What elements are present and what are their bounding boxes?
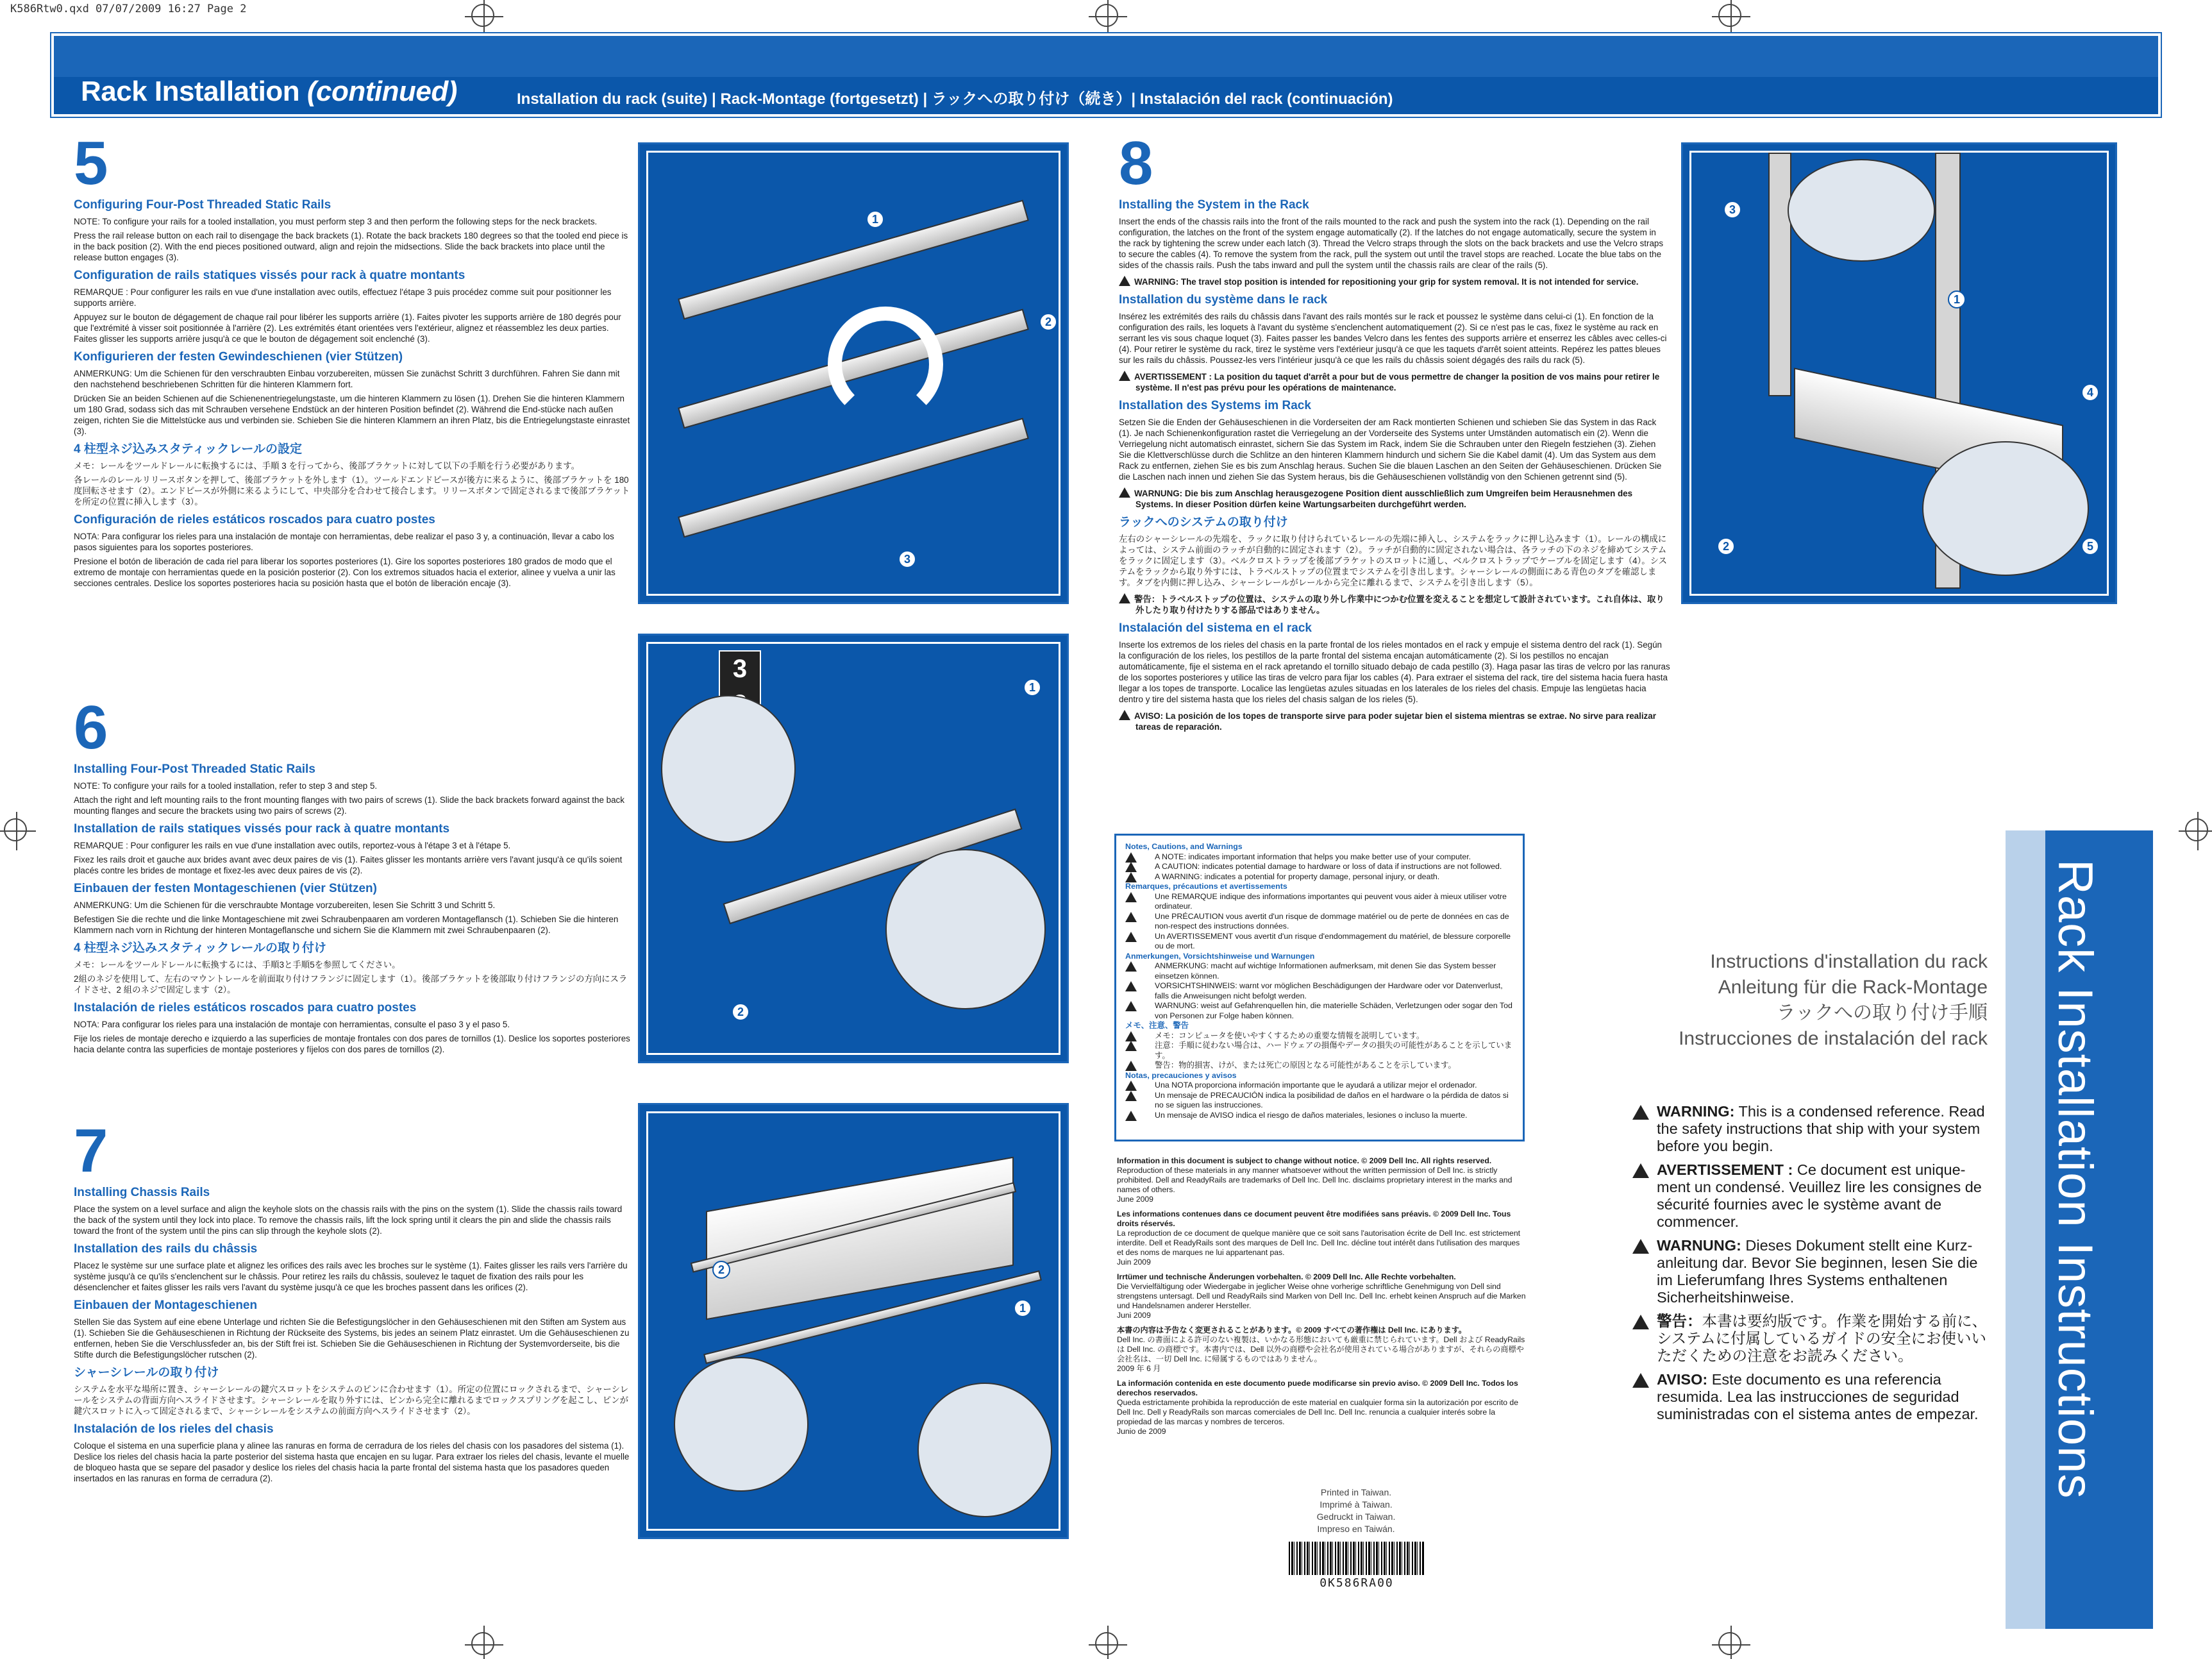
section-heading: Installing Chassis Rails: [74, 1186, 210, 1199]
legal-body: La reproduction de ce document de quelque manière que ce soit sans l'autorisation écrite de Dell Inc. est strictement interdite. Dell et ReadyRails sont des marques de Dell Inc. Dell Inc. décline tout intérêt dans l'utilisation des marques et des noms de marques ne lui appartenant pas.: [1117, 1229, 1520, 1257]
notes-box: Notes, Cautions, and Warnings A NOTE: indicates important information that helps you make better use of your computer. A CAUTION: indicates potential damage to hardware or loss of data if instructions are not followed. A WARNING: indicates a potential for property damage, personal injury, or death. Remarques, précautions et avertissements Une REMARQUE indique des informations importantes qui peuvent vous aider à mieux utiliser votre ordinateur. Une PRÉCAUTION vous avertit d'un risque de dommage matériel ou de perte de données en cas de non-respect des instructions données. Un AVERTISSEMENT vous avertit d'un risque d'endommagement du matériel, de blessure corporelle ou de mort. Anmerkungen, Vorsichtshinweise und Warnungen ANMERKUNG: macht auf wichtige Informationen aufmerksam, mit denen Sie das System besser einsetzen können. VORSICHTSHINWEIS: warnt vor möglichen Beschädigungen der Hardware oder vor Datenverlust, falls die Anweisungen nicht befolgt werden. WARNUNG: weist auf Gefahrenquellen hin, die materielle Schäden, Verletzungen oder sogar den Tod von Personen zur Folge haben können. メモ、注意、警告 メモ：コンピュータを使いやすくするための重要な情報を説明しています。 注意：手順に従わない場合は、ハードウェアの損傷やデータの損失の可能性があることを示しています。 警告：物的損害、けが、または死亡の原因となる可能性があることを示しています。 Notas, precauciones y avisos Una NOTA proporciona información importante que le ayudará a utilizar mejor el ordenador. Un mensaje de PRECAUCIÓN indica la posibilidad de daños en el hardware o la pérdida de datos si no se siguen las instrucciones. Un mensaje de AVISO indica el riesgo de daños materiales, lesiones o incluso la muerte.: [1114, 834, 1525, 1141]
section-heading: 4 柱型ネジ込みスタティックレールの設定: [74, 442, 302, 456]
note-icon: [1125, 1031, 1137, 1041]
body-text: Presione el botón de liberación de cada riel para liberar los soportes posteriores (1). Gire los soportes posteriores 180 grados de modo que el extremo de montaje con herramientas quede en la posición posterior (2). Con los extremos situados hacia el exterior, alinee y vuelva a unir las secciones centrales. Deslice los soportes posteriores hacia su posición hasta que el botón de liberación encaje (3).: [74, 557, 616, 588]
body-text: Inserte los extremos de los rieles del chasis en la parte frontal de los rieles montados en el rack y empuje el sistema dentro del rack (1). Según la configuración de los rieles, los pestillos de la parte frontal del sistema encajan automáticamente (2). Si los pestillos no encajan automáticamente, fije el sistema en el rack apretando el tornillo situado debajo de cada pestillo (3). Haga pasar las tiras de velcro por las ranuras de los soportes posteriores y utilice las tiras de velcro para fijar los cables (4). Para extraer el sistema del rack, tire del sistema hacia fuera hasta llegar a los topes de transporte. Localice las lengüetas azules situadas en los laterales de los rieles del chasis. Empuje las lengüetas hacia dentro y tire del sistema hasta que los rieles del chasis salgan de los rieles (5).: [1119, 640, 1670, 704]
warning-text: AVISO: La posición de los topes de transporte sirve para poder sujetar bien el sistema mientras se extrae. No sirve para realizar tareas de reparación.: [1119, 710, 1670, 732]
warning-icon: [1119, 487, 1130, 498]
banner-subtitle: Installation du rack (suite) | Rack-Montage (fortgesetzt) | ラックへの取り付け（続き）| Instalación del rack (continuación): [517, 90, 1393, 108]
body-text: システムを水平な場所に置き、シャーシレールの鍵穴スロットをシステムのピンに合わせます（1）。所定の位置にロックされるまで、シャーシレールをシステムの背面方向へスライドさせます。シャーシレールを取り外すには、ピンから完全に離れるまでロックスプリングを起こし、ピンが鍵穴スロットに入って固定されるまで、シャーシレールをシステムの前面方向へスライドさせます（2）。: [74, 1385, 629, 1416]
section-heading: 4 柱型ネジ込みスタティックレールの取り付け: [74, 941, 326, 955]
legal-heading: Irrtümer und technische Änderungen vorbehalten. © 2009 Dell Inc. Alle Rechte vorbehalten.: [1117, 1272, 1456, 1281]
callout-5: 5: [2081, 537, 2099, 555]
warning-icon: [1125, 1111, 1137, 1121]
legal-body: Dell Inc. の書面による許可のない複製は、いかなる形態においても厳重に禁じられています。Dell および ReadyRails は Dell Inc. の商標です。本書内では、Dell 以外の商標や会社名が使用されている場合がありますが、それらの商標や会社名は、一切 Dell Inc. に帰属するものではありません。: [1117, 1335, 1525, 1363]
body-text: 2組のネジを使用して、左右のマウントレールを前面取り付けフランジに固定します（1）。後部ブラケットを後部取り付けフランジの方向にスライドさせ、2 組のネジで固定します（2）。: [74, 974, 628, 995]
note-text: メモ：レールをツールドレールに転換するには、手順3と手順5を参照してください。: [74, 960, 401, 970]
warning-icon: [1632, 1163, 1649, 1178]
warning-text: 警告：トラベルストップの位置は、システムの取り外し作業中につかむ位置を変えることを想定して設計されています。これ自体は、取り外したり取り付けたりする部品ではありません。: [1119, 593, 1670, 616]
registration-mark: [4, 818, 27, 841]
section-heading: Installing Four-Post Threaded Static Rails: [74, 762, 315, 776]
callout-2: 2: [1717, 537, 1735, 555]
note-text: REMARQUE : Pour configurer les rails en vue d'une installation avec outils, reportez-vous à l'étape 3 et à l'étape 5.: [74, 841, 511, 850]
warning-icon: [1119, 710, 1130, 720]
body-text: Befestigen Sie die rechte und die linke Montageschiene mit zwei Schraubenpaaren am vorderen Montageflansch (1). Schieben Sie die hinteren Klammern nach vorn in Richtung der hinteren Montageflansche und sichern Sie die Klammern mit zwei Schraubenpaaren (2).: [74, 914, 619, 935]
note-text: NOTE: To configure your rails for a tooled installation, you must perform step 3 and then perform the following steps for the neck brackets.: [74, 217, 598, 226]
body-text: Fixez les rails droit et gauche aux brides avant avec deux paires de vis (1). Faites glisser les montants arrière vers l'avant jusqu'à ce qu'ils soient placés contre les brides de montage et fixez-les avec deux paires de vis (2).: [74, 855, 623, 875]
legal-heading: 本書の内容は予告なく変更されることがあります。© 2009 すべての著作権は Dell Inc. にあります。: [1117, 1326, 1467, 1335]
section-heading: Installation des rails du châssis: [74, 1242, 258, 1256]
section-heading: シャーシレールの取り付け: [74, 1366, 219, 1379]
legal-heading: Les informations contenues dans ce document peuvent être modifiées sans préavis. © 2009 Dell Inc. Tous droits réservés.: [1117, 1209, 1511, 1228]
note-text: NOTE: To configure your rails for a tooled installation, refer to step 3 and step 5.: [74, 781, 378, 791]
warning-icon: [1119, 593, 1130, 603]
legal-date: June 2009: [1117, 1195, 1153, 1204]
warning-icon: [1125, 1001, 1137, 1011]
caution-icon: [1125, 1041, 1137, 1051]
body-text: Insert the ends of the chassis rails into the front of the rails mounted to the rack and push the system into the rack (1). Depending on the rail configuration, the latches on the front of the system engage automatically (2). If the latches do not engage automatically, secure the system in the rack by tightening the screw under each latch (3). Thread the Velcro straps through the slots on the back brackets and use the Velcro straps to secure the cables (4). To remove the system from the rack, pull the system out until the travel stops are reached. Locate the blue tabs on the sides of the chassis rails. Push the tabs inward and pull the system until the chassis rails are clear of the rails (5).: [1119, 217, 1664, 270]
registration-mark: [1095, 4, 1118, 27]
printed-in: [1295, 1486, 1417, 1535]
warning-icon: [1125, 1061, 1137, 1071]
body-text: Insérez les extrémités des rails du châssis dans l'avant des rails montés sur le rack et poussez le système dans celui-ci (1). En fonction de la configuration des rails, les loquets à l'avant du système s'enclenchent automatiquement (2). Si ce n'est pas le cas, fixez le système au rack en serrant les vis sous chaque loquet (3). Faites passer les bandes Velcro dans les fentes des supports arrière et enserrez les câbles avec celles-ci (4). Pour retirer le système du rack, tirez le système vers l'extérieur jusqu'à ce que les taquets d'arrêt soient atteints. Repérez les pattes bleues sur les rails du châssis. Poussez-les vers l'intérieur jusqu'à ce que les rails du châssis soient dégagés des rails du rack (5).: [1119, 312, 1667, 365]
step-6-text: [74, 693, 632, 1055]
notes-heading: メモ、注意、警告: [1125, 1021, 1189, 1030]
notes-heading: Remarques, précautions et avertissements: [1125, 882, 1287, 891]
legal-text: [1117, 1151, 1527, 1436]
section-heading: Installation du système dans le rack: [1119, 293, 1328, 307]
caution-icon: [1125, 1091, 1137, 1101]
section-heading: Instalación de rieles estáticos roscados para cuatro postes: [74, 1001, 417, 1015]
body-text: Coloque el sistema en una superficie plana y alinee las ranuras en forma de cerradura de los rieles del chasis con los pasadores del sistema (1). Deslice los rieles del chasis hacia la parte posterior del sistema hasta que encajen en su lugar. Para extraer los rieles del chasis, levante el muelle de bloqueo hasta que se separe del pasador y deslice los rieles del chasis hacia la parte frontal del sistema hasta que los pasadores queden insertados en las ranuras en forma de cerradura (2).: [74, 1441, 630, 1483]
legal-date: 2009 年 6 月: [1117, 1364, 1161, 1373]
cover-title-ja: ラックへの取り付け手順: [1776, 1002, 1988, 1023]
section-heading: Installation de rails statiques vissés pour rack à quatre montants: [74, 822, 450, 836]
callout-3: 3: [898, 550, 916, 568]
note-icon: [1125, 961, 1137, 972]
printed-line: Impreso en Taiwán.: [1317, 1524, 1395, 1534]
notes-heading: Anmerkungen, Vorsichtshinweise und Warnungen: [1125, 951, 1315, 961]
warning-icon: [1119, 276, 1130, 286]
legal-date: Juin 2009: [1117, 1258, 1151, 1267]
callout-4: 4: [2081, 383, 2099, 401]
legal-body: Reproduction of these materials in any manner whatsoever without the written permission of Dell Inc. is strictly prohibited. Dell and ReadyRails are trademarks of Dell Inc. Dell Inc. disclaims proprietary interest in the marks and names of others.: [1117, 1166, 1512, 1194]
step-5-text: [74, 129, 632, 589]
section-heading: Einbauen der Montageschienen: [74, 1299, 258, 1312]
legal-heading: Information in this document is subject to change without notice. © 2009 Dell Inc. All rights reserved.: [1117, 1156, 1492, 1165]
step-6-illustration: 3 1 2: [638, 634, 1069, 1063]
section-heading: Installing the System in the Rack: [1119, 198, 1309, 212]
legal-body: Queda estrictamente prohibida la reproducción de este material en cualquier forma sin la autorización por escrito de Dell Inc. Dell y ReadyRails son marcas comerciales de Dell Inc. Dell Inc. renuncia a cualquier interés sobre la propiedad de las marcas y nombres de terceros.: [1117, 1398, 1518, 1426]
note-text: NOTA: Para configurar los rieles para una instalación de montaje con herramientas, debe realizar el paso 3 y, a continuación, llevar a cabo los pasos siguientes para los soportes posteriores.: [74, 532, 614, 552]
printed-line: Gedruckt in Taiwan.: [1316, 1512, 1396, 1522]
legal-date: Junio de 2009: [1117, 1427, 1166, 1436]
body-text: Attach the right and left mounting rails to the front mounting flanges with two pairs of screws (1). Slide the back brackets forward against the back mounting flanges and secure the brackets using two pairs of screws (2).: [74, 795, 624, 816]
body-text: Setzen Sie die Enden der Gehäuseschienen in die Vorderseiten der am Rack montierten Schienen und schieben Sie das System in das Rack (1). Je nach Schienenkonfiguration rastet die Verriegelung an der Vorderseite des Systems unter Umständen automatisch ein (2). Wenn die Verriegelung nicht automatisch einrastet, sichern Sie das System im Rack, indem Sie die Schrauben unter den Riegeln festziehen (3). Ziehen Sie die Klettverschlüsse durch die Schlitze an den hinteren Klammern hindurch und sichern Sie die Kabel damit (4). Um das System aus dem Rack zu entfernen, ziehen Sie es bis zum Anschlag heraus. Suchen Sie die blauen Laschen an den Seiten der Gehäuseschienen. Drücken Sie die Laschen nach innen und ziehen Sie das System heraus, bis die Gehäuseschienen vollständig von den Schienen getrennt sind (5).: [1119, 417, 1662, 482]
caution-icon: [1125, 912, 1137, 922]
warning-icon: [1632, 1239, 1649, 1254]
cover-title-de: Anleitung für die Rack-Montage: [1718, 977, 1988, 998]
banner-title: Rack Installation (continued): [81, 76, 457, 107]
step-8-text: [1119, 129, 1670, 732]
step-8-illustration: [1681, 142, 2117, 604]
step-7-text: [74, 1116, 632, 1484]
caution-icon: [1125, 981, 1137, 991]
section-heading: Configuration de rails statiques vissés pour rack à quatre montants: [74, 269, 465, 282]
step-number: 5: [74, 129, 108, 198]
cover-title-es: Instrucciones de instalación del rack: [1679, 1028, 1988, 1049]
legal-heading: La información contenida en este documento puede modificarse sin previo aviso. © 2009 Dell Inc. Todos los derechos reservados.: [1117, 1379, 1518, 1397]
barcode: [1289, 1542, 1425, 1575]
note-icon: [1125, 852, 1137, 863]
barcode-number: 0K586RA00: [1320, 1576, 1394, 1590]
section-heading: Installation des Systems im Rack: [1119, 399, 1311, 412]
warning-icon: [1632, 1315, 1649, 1329]
note-text: ANMERKUNG: Um die Schienen für den verschraubten Einbau vorzubereiten, müssen Sie zunächst Schritt 3 durchführen. Fahren Sie dann mit den nachstehend beschriebenen Schritten für die hinteren Klammern fort.: [74, 369, 620, 389]
notes-heading: Notas, precauciones y avisos: [1125, 1070, 1237, 1080]
cover-language-titles: [1641, 949, 1988, 1052]
body-text: 各レールのレールリリースボタンを押して、後部ブラケットを外します（1）。ツールドエンドピースが後方に来るように、後部ブラケットを 180 度回転させます（2）。エンドピースが外側に来るようにして、中央部分を合わせて接合します。リリースボタンで固定されるまで後部ブラケットを所定の位置に挿入します（3）。: [74, 475, 630, 507]
note-text: メモ：レールをツールドレールに転換するには、手順 3 を行ってから、後部ブラケットに対して以下の手順を行う必要があります。: [74, 461, 580, 471]
step-number: 8: [1119, 129, 1153, 198]
callout-2: 2: [1039, 313, 1057, 331]
step-7-illustration: [638, 1103, 1069, 1539]
section-heading: Configuring Four-Post Threaded Static Rails: [74, 198, 331, 212]
callout-3: 3: [1723, 201, 1741, 219]
body-text: Place the system on a level surface and align the keyhole slots on the chassis rails with the pins on the system (1). Slide the chassis rails toward the back of the system until they lock into place. To remove the chassis rails, lift the lock spring until it clears the pin and slide the chassis rails toward the front of the system until the pins can slip through the keyhole slots (2).: [74, 1204, 623, 1236]
warning-icon: [1632, 1373, 1649, 1388]
callout-1: 1: [1014, 1299, 1032, 1317]
printed-line: Printed in Taiwan.: [1320, 1487, 1392, 1497]
section-heading: Configuración de rieles estáticos roscados para cuatro postes: [74, 513, 435, 526]
caution-icon: [1125, 862, 1137, 872]
warning-text: WARNUNG: Die bis zum Anschlag herausgezogene Position dient ausschließlich zum Umgreifen beim Herausnehmen des Systems. In dieser Position dürfen keine Wartungsarbeiten durchgeführt werden.: [1119, 487, 1670, 510]
step-number: 6: [74, 693, 108, 762]
callout-1: 1: [1023, 678, 1041, 696]
header-banner: [51, 33, 2161, 117]
note-icon: [1125, 1081, 1137, 1091]
notes-heading: Notes, Cautions, and Warnings: [1125, 842, 1243, 851]
registration-mark: [471, 1632, 494, 1655]
callout-2: 2: [712, 1261, 730, 1279]
callout-2: 2: [732, 1003, 750, 1021]
callout-1: 1: [1948, 291, 1966, 308]
body-text: Placez le système sur une surface plate et alignez les orifices des rails avec les broches sur le système (1). Faites glisser les rails vers l'arrière du système jusqu'à ce qu'ils s'enclenchent sur le châssis. Pour retirez les rails du châssis, soulevez le taquet de fixation des rails pour les désenclencher et faites glisser les rails vers l'avant du système jusqu'à ce que les broches passent dans les orifices (2).: [74, 1261, 628, 1292]
cover-warnings: WARNING: This is a condensed reference. Read the safety instructions that ship with your system before you begin. AVERTISSEMENT : Ce document est unique-ment un condensé. Veuillez lire les consignes de sécurité fournies avec le système avant de commencer. WARNUNG: Dieses Dokument stellt eine Kurz-anleitung dar. Bevor Sie beginnen, lesen Sie die im Lieferumfang Ihres Systems enthaltenen Sicherheitshinweise. 警告：本書は要約版です。作業を開始する前に、システムに付属しているガイドの安全にお使いいただくための注意をお読みください。 AVISO: Este documento es una referencia resumida. Lea las instrucciones de seguridad suministradas con el sistema antes de empezar.: [1632, 1103, 1991, 1429]
section-heading: Instalación del sistema en el rack: [1119, 621, 1312, 635]
warning-icon: [1125, 872, 1137, 882]
warning-text: WARNING: The travel stop position is intended for repositioning your grip for system removal. It is not intended for service.: [1119, 276, 1670, 287]
body-text: Appuyez sur le bouton de dégagement de chaque rail pour libérer les supports arrière (1). Faites pivoter les supports arrière de 180 degrés pour que l'extrémité à visser soit positionnée à l'arrière (2). Les extrémités étant orientées vers l'extérieur, alignez et réassemblez les deux parties. Faites glisser les supports arrière jusqu'à ce que le bouton de dégagement soit enclenché (3).: [74, 312, 621, 344]
note-text: NOTA: Para configurar los rieles para una instalación de montaje con herramientas, consulte el paso 3 y el paso 5.: [74, 1020, 510, 1029]
warning-icon: [1632, 1105, 1649, 1120]
callout-1: 1: [866, 210, 884, 228]
step-number: 7: [74, 1116, 108, 1185]
step-5-illustration: [638, 142, 1069, 604]
section-heading: Instalación de los rieles del chasis: [74, 1422, 274, 1436]
section-heading: Einbauen der festen Montageschienen (vier Stützen): [74, 882, 377, 895]
note-text: ANMERKUNG: Um die Schienen für die verschraubte Montage vorzubereiten, lesen Sie Schritt 3 und Schritt 5.: [74, 900, 496, 910]
cover-title-fr: Instructions d'installation du rack: [1710, 951, 1988, 972]
file-slug: K586Rtw0.qxd 07/07/2009 16:27 Page 2: [10, 3, 247, 15]
note-icon: [1125, 892, 1137, 902]
registration-mark: [1718, 1632, 1741, 1655]
registration-mark: [471, 4, 494, 27]
section-heading: Konfigurieren der festen Gewindeschienen (vier Stützen): [74, 350, 403, 364]
registration-mark: [2185, 818, 2208, 841]
body-text: Stellen Sie das System auf eine ebene Unterlage und richten Sie die Befestigungslöcher in den Gehäuseschienen mit den Stiften am System aus (1). Schieben Sie die Gehäuseschienen in Richtung der Rückseite des Systems, bis jedes an seinem Platz einrastet. Um die Gehäuseschienen zu entfernen, heben Sie die Verschlussfeder an, bis der Stift frei ist. Schieben Sie die Gehäuseschienen in Richtung der Systemvorderseite, bis die Stifte durch die Befestigungslöcher rutschen (2).: [74, 1317, 630, 1360]
note-text: REMARQUE : Pour configurer les rails en vue d'une installation avec outils, effectuez l'étape 3 puis procédez comme suit pour positionner les supports arrière.: [74, 287, 612, 308]
body-text: Fije los rieles de montaje derecho e izquierdo a las superficies de montaje frontales con dos pares de tornillos (1). Deslice los soportes posteriores hacia delante contra las superficies de montaje posteriores y fíjelos con dos pares de tornillos (2).: [74, 1034, 630, 1054]
body-text: Press the rail release button on each rail to disengage the back brackets (1). Rotate the back brackets 180 degrees so that the tooled end piece is in the back position (2). With the end pieces positioned outward, align and rejoin the midsections. Slide the back brackets into place until the release button engages (3).: [74, 231, 628, 262]
cover-title: Rack Installation Instructions: [2048, 859, 2102, 1499]
warning-text: AVERTISSEMENT : La position du taquet d'arrêt a pour but de vous permettre de changer la position de vos mains pour retirer le système. Il n'est pas prévu pour les opérations de maintenance.: [1119, 371, 1670, 393]
body-text: 左右のシャーシレールの先端を、ラックに取り付けられているレールの先端に挿入し、システムをラックに押し込みます（1）。レールの構成によっては、システム前面のラッチが自動的に固定されます（2）。ラッチが自動的に固定されない場合は、各ラッチの下のネジを締めてシステムをラックに固定します（3）。ベルクロストラップを後部ブラケットのスロットに通し、ベルクロストラップでケーブルを固定します（4）。システムをラックから取り外すには、トラベルストップの位置までシステムを引き出します。シャーシレールの側面にある青色のタブを確認します。タブを内側に押し込み、シャーシレールがレールから完全に離れるまで、システムを引き出します（5）。: [1119, 534, 1668, 587]
legal-body: Die Vervielfältigung oder Wiedergabe in jeglicher Weise ohne vorherige schriftliche Genehmigung von Dell sind strengstens untersagt. Dell und ReadyRails sind Marken von Dell Inc. Dell Inc. erhebt keinen Anspruch auf die Marken und Handelsnamen anderer Hersteller.: [1117, 1282, 1526, 1310]
registration-mark: [1095, 1632, 1118, 1655]
registration-mark: [1718, 4, 1741, 27]
warning-icon: [1125, 932, 1137, 942]
printed-line: Imprimé à Taiwan.: [1320, 1499, 1393, 1510]
legal-date: Juni 2009: [1117, 1311, 1151, 1320]
body-text: Drücken Sie an beiden Schienen auf die Schienenentriegelungstaste, um die hinteren Klammern zu lösen (1). Drehen Sie die hinteren Klammern um 180 Grad, sodass sich das mit Schrauben versehene Endstück an der hinteren Position befindet (2). Während die End-stücke nach außen zeigen, richten Sie die Mittelstücke aus und verbinden sie. Schieben Sie die hinteren Klammern an ihren Platz, bis die Entriegelungstaste einrastet (3).: [74, 394, 630, 436]
warning-icon: [1119, 371, 1130, 381]
section-heading: ラックへのシステムの取り付け: [1119, 516, 1288, 529]
